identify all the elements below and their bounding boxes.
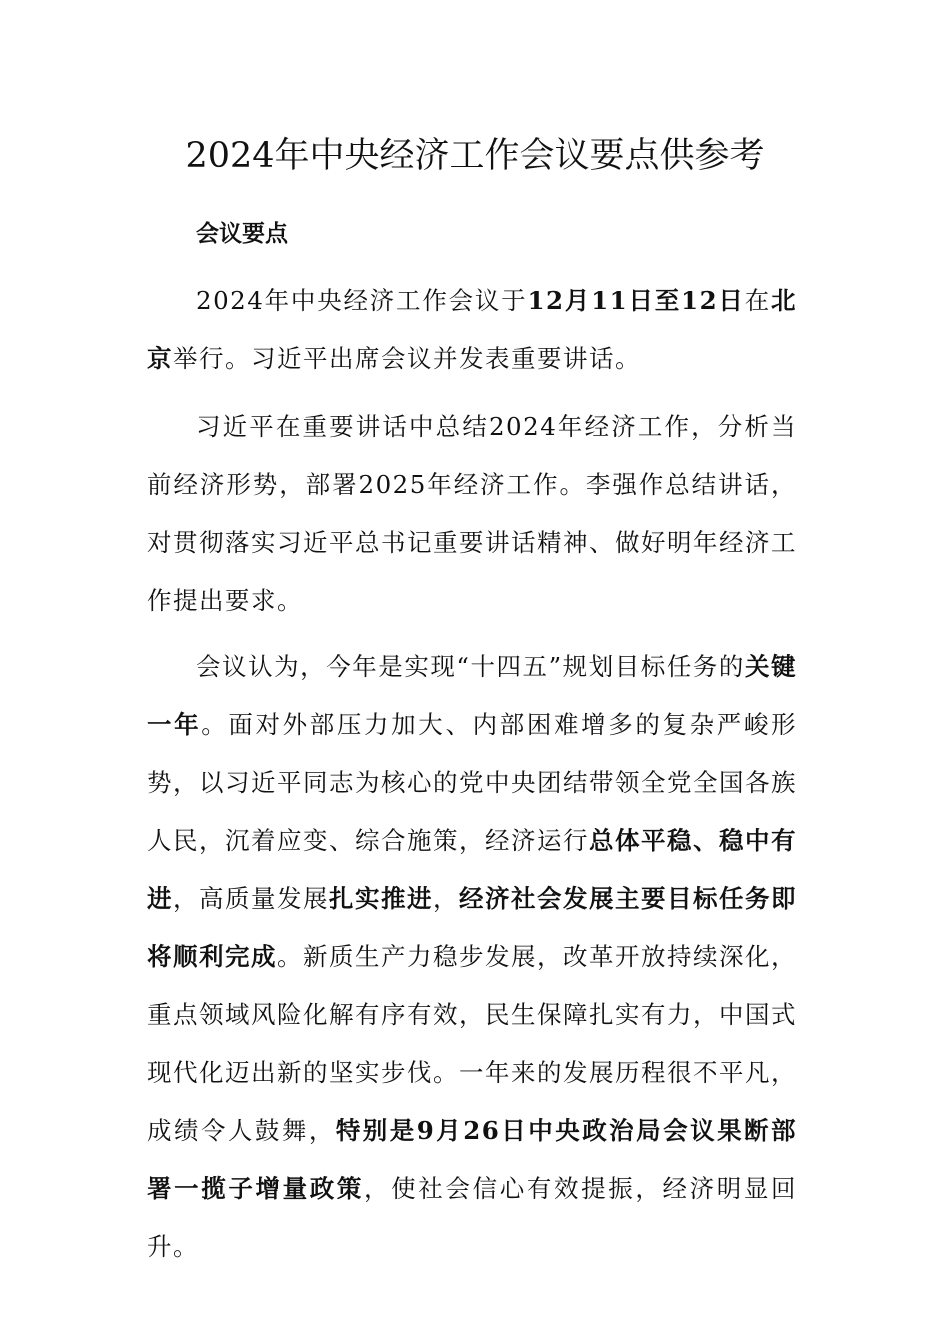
text-run: ，高质量发展: [173, 884, 329, 913]
text-run: ，: [433, 884, 459, 913]
text-run: 2024年中央经济工作会议于: [196, 286, 528, 315]
document-title: 2024年中央经济工作会议要点供参考: [185, 136, 765, 176]
paragraph-speech-summary: [147, 398, 797, 630]
text-run: 。面对外部压力加大、内部困难增多的复杂严峻形势，以习近平同志为核心的党中央团结带领全党全国各族人民，沉着应变、综合施策，经济运行: [147, 710, 798, 855]
bold-text-run: 12月11日至12日: [527, 286, 745, 315]
bold-text-run: 特别是9月26日中央政治局会议果断部署一揽子增量政策: [147, 1116, 798, 1203]
bold-text-run: 北京: [147, 286, 797, 373]
bold-text-run: 关键一年: [147, 652, 797, 739]
paragraph-meeting-date: [147, 272, 797, 388]
text-run: 。新质生产力稳步发展，改革开放持续深化，重点领域风险化解有序有效，民生保障扎实有力，中国式现代化迈出新的坚实步伐。一年来的发展历程很不平凡，成绩令人鼓舞，: [147, 942, 797, 1145]
section-heading: 会议要点: [196, 220, 288, 247]
text-run: 会议认为，今年是实现“十四五”规划目标任务的: [196, 652, 745, 681]
paragraph-meeting-assessment: [147, 638, 797, 1276]
text-run: ，使社会信心有效提振，经济明显回升。: [147, 1174, 798, 1261]
text-run: 举行。习近平出席会议并发表重要讲话。: [173, 344, 641, 373]
bold-text-run: 扎实推进: [329, 884, 433, 913]
text-run: 习近平在重要讲话中总结2024年经济工作，分析当前经济形势，部署2025年经济工作。李强作总结讲话，对贯彻落实习近平总书记重要讲话精神、做好明年经济工作提出要求。: [147, 412, 797, 615]
bold-text-run: 经济社会发展主要目标任务即将顺利完成: [147, 884, 797, 971]
text-run: 在: [744, 286, 771, 315]
bold-text-run: 总体平稳、稳中有进: [147, 826, 797, 913]
